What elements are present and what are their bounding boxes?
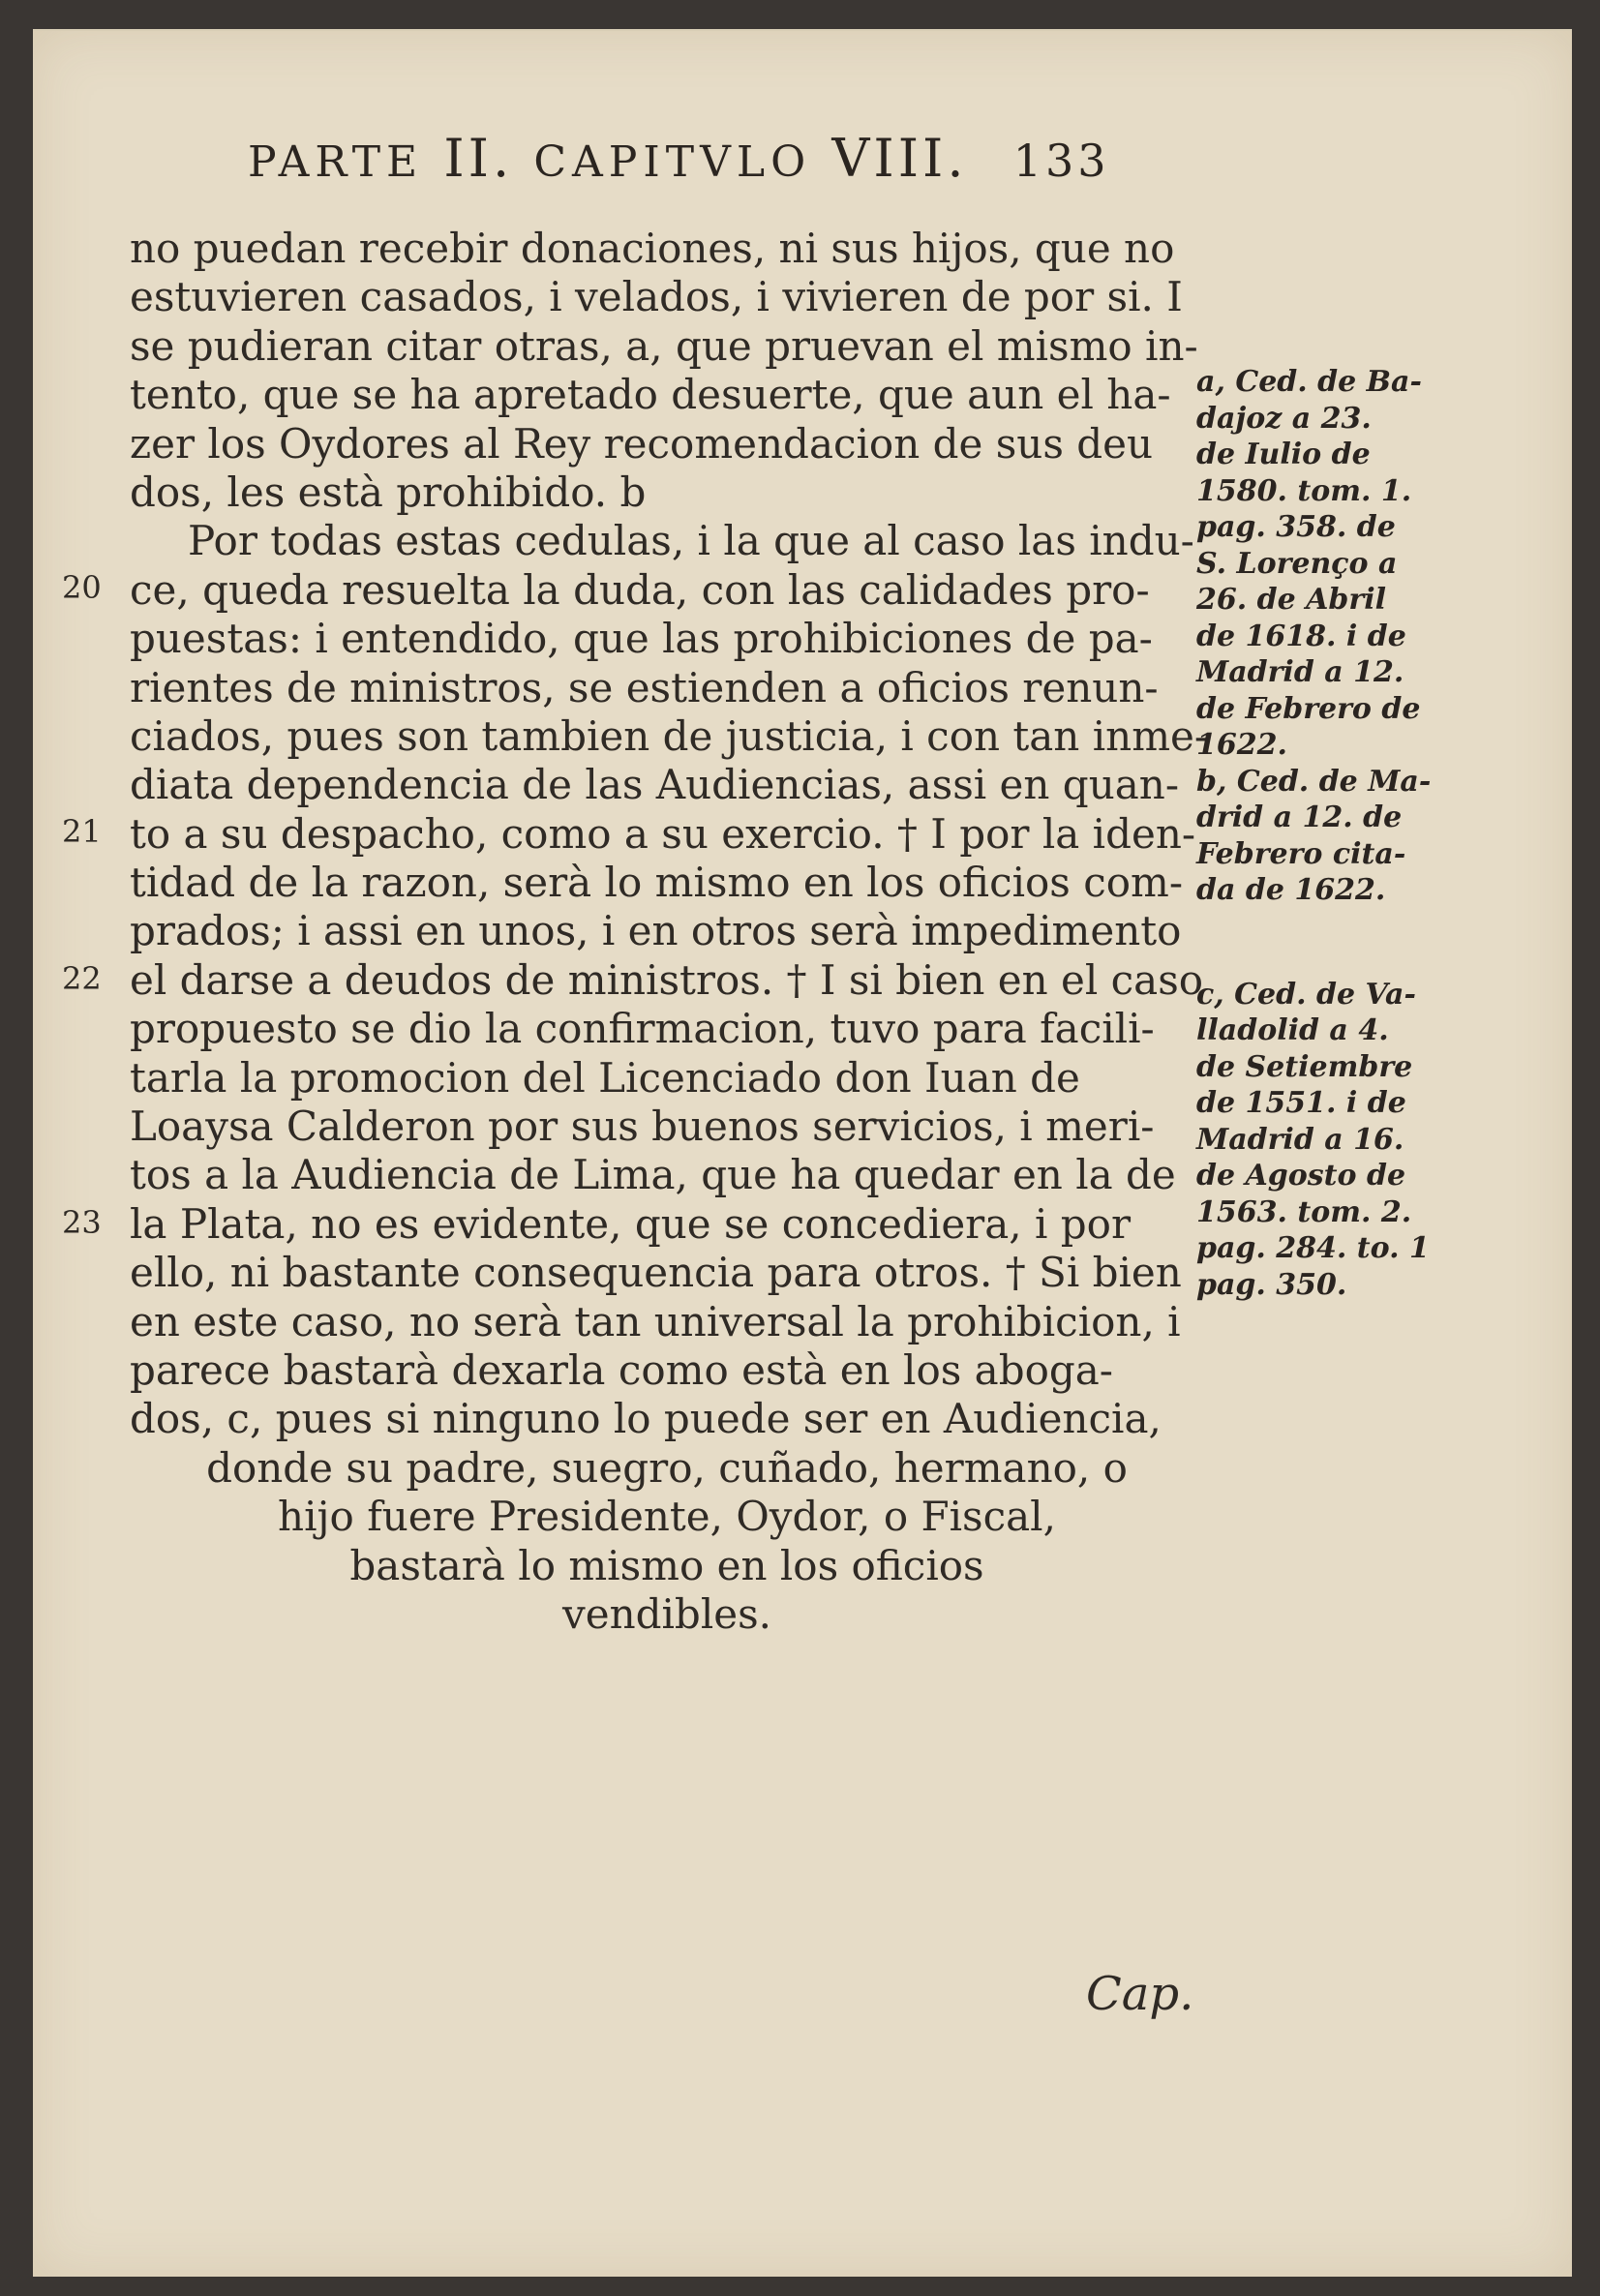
text-line: bastarà lo mismo en los oficios — [349, 1541, 984, 1589]
text-line: donde su padre, suegro, cuñado, hermano, o — [206, 1443, 1128, 1492]
note-line: a, Ced. de Ba- — [1196, 365, 1422, 399]
margin-note-a — [1196, 364, 1477, 764]
note-line: b, Ced. de Ma- — [1196, 764, 1432, 799]
text-line: zer los Oydores al Rey recomendacion de sus deu — [130, 419, 1154, 468]
note-line: pag. 350. — [1196, 1267, 1347, 1302]
book-page — [33, 29, 1572, 2277]
line-number-22: 22 — [62, 960, 102, 997]
text-line: dos, les està prohibido. b — [130, 468, 647, 516]
catchword: Cap. — [1086, 1967, 1194, 2021]
note-line: 26. de Abril — [1196, 583, 1386, 617]
note-line: Madrid a 12. — [1196, 655, 1404, 689]
marginal-notes — [1196, 364, 1477, 1303]
text-line: prados; i assi en unos, i en otros serà impedimento — [130, 907, 1182, 955]
text-line: en este caso, no serà tan universal la prohibicion, i — [130, 1297, 1181, 1345]
text-line: dos, c, pues si ninguno lo puede ser en Audiencia, — [130, 1395, 1162, 1443]
text-line: no puedan recebir donaciones, ni sus hijos, que no — [130, 225, 1175, 272]
page-number: 133 — [1012, 135, 1110, 187]
text-line: rientes de ministros, se estienden a oficios renun- — [130, 663, 1159, 711]
text-line: tidad de la razon, serà lo mismo en los oficios com- — [130, 859, 1184, 907]
line-number-21: 21 — [62, 813, 102, 850]
text-line: tento, que se ha apretado desuerte, que aun el ha- — [130, 371, 1171, 419]
text-line: propuesto se dio la confirmacion, tuvo para facili- — [130, 1005, 1155, 1053]
text-line: Por todas estas cedulas, i la que al caso las indu- — [188, 517, 1194, 565]
header-capitulo: CAPITVLO — [533, 137, 812, 187]
text-line: to a su despacho, como a su exercio. † I por la iden- — [130, 809, 1196, 858]
text-line: estuvieren casados, i velados, i vivieren de por si. I — [130, 273, 1183, 321]
note-line: de 1551. i de — [1196, 1086, 1406, 1120]
note-line: Febrero cita- — [1196, 836, 1406, 871]
note-line: de Iulio de — [1196, 438, 1371, 471]
note-line: c, Ced. de Va- — [1196, 977, 1416, 1012]
note-line: lladolid a 4. — [1196, 1013, 1389, 1047]
note-line: pag. 284. to. 1 — [1196, 1231, 1430, 1265]
text-line: tos a la Audiencia de Lima, que ha quedar en la de — [130, 1151, 1176, 1199]
note-line: S. Lorenço a — [1196, 546, 1398, 581]
note-line: de 1618. i de — [1196, 619, 1406, 653]
text-line: ciados, pues son tambien de justicia, i con tan inme- — [130, 711, 1209, 760]
note-line: de Agosto de — [1196, 1159, 1406, 1193]
note-line: Madrid a 16. — [1196, 1122, 1404, 1157]
text-line: diata dependencia de las Audiencias, assi en quan- — [130, 761, 1180, 809]
text-line: tarla la promocion del Licenciado don Iuan de — [130, 1053, 1080, 1102]
note-line: de Setiembre — [1196, 1049, 1413, 1084]
text-line: el darse a deudos de ministros. † I si bien en el caso — [130, 955, 1204, 1004]
text-line: Loaysa Calderon por sus buenos servicios, i meri- — [130, 1103, 1155, 1151]
margin-note-c — [1196, 977, 1477, 1304]
text-line: hijo fuere Presidente, Oydor, o Fiscal, — [278, 1493, 1056, 1541]
note-line: 1622. — [1196, 728, 1287, 762]
text-line: se pudieran citar otras, a, que pruevan el mismo in- — [130, 321, 1198, 370]
main-text-block — [130, 225, 1209, 1639]
note-line: dajoz a 23. — [1196, 401, 1372, 436]
line-number-23: 23 — [62, 1204, 102, 1241]
header-capitulo-num: VIII. — [831, 128, 968, 189]
text-line: vendibles. — [561, 1589, 772, 1638]
line-number-20: 20 — [62, 569, 102, 606]
note-line: 1580. tom. 1. — [1196, 473, 1412, 508]
note-line: de Febrero de — [1196, 691, 1421, 726]
note-line: da de 1622. — [1196, 873, 1386, 907]
text-line: puestas: i entendido, que las prohibiciones de pa- — [130, 615, 1153, 663]
note-line: drid a 12. de — [1196, 801, 1403, 834]
header-parte: PARTE — [248, 137, 424, 187]
text-line: ce, queda resuelta la duda, con las calidades pro- — [130, 565, 1150, 614]
text-line: la Plata, no es evidente, que se concediera, i por — [130, 1199, 1132, 1248]
text-line: ello, ni bastante consequencia para otros. † Si bien — [130, 1249, 1182, 1297]
text-line: parece bastarà dexarla como està en los aboga- — [130, 1345, 1113, 1394]
note-line: 1563. tom. 2. — [1196, 1194, 1412, 1229]
margin-note-b — [1196, 764, 1477, 909]
note-line: pag. 358. de — [1196, 510, 1396, 544]
running-header — [248, 128, 1110, 189]
header-parte-num: II. — [443, 128, 514, 189]
